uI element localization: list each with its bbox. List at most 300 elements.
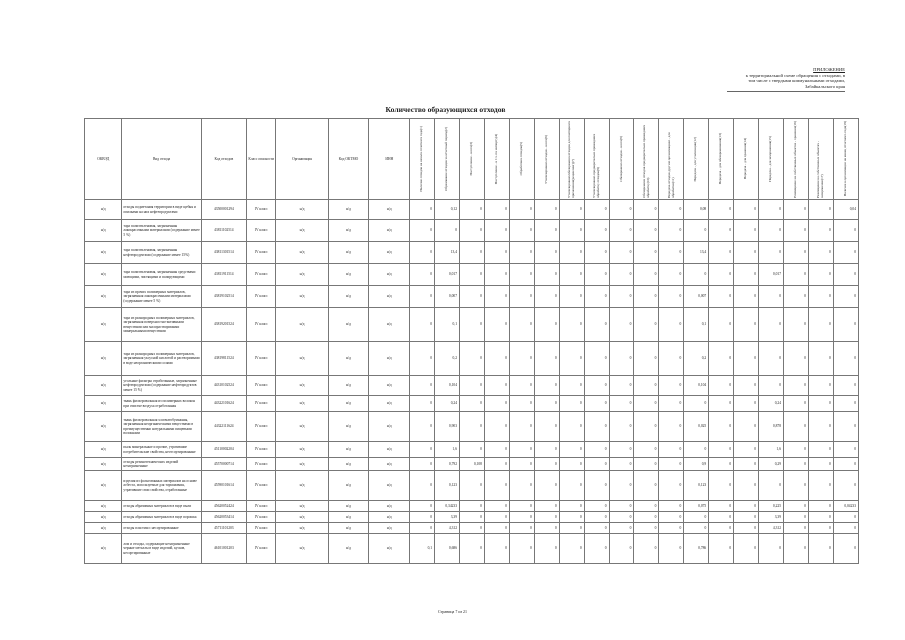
table-cell: 0 <box>559 376 584 396</box>
table-cell: 0 <box>484 264 509 286</box>
table-cell: 0 <box>584 200 609 220</box>
table-cell: 0 <box>784 412 809 442</box>
table-cell: н/д <box>369 396 410 412</box>
table-cell: 0 <box>609 200 634 220</box>
table-cell: н/д <box>85 512 122 523</box>
column-header-label: Образование отходов за отчетный период(2) <box>444 127 449 191</box>
column-header-label: Поступление - всего(3) <box>469 142 474 176</box>
table-cell: 0 <box>559 442 584 458</box>
table-cell: 0 <box>484 501 509 512</box>
table-cell: лом и отходы, содержащие незагрязненные черные металлы в виде изделий, кусков, несортированные <box>122 534 201 564</box>
table-cell: н/д <box>276 534 328 564</box>
table-cell: 0 <box>410 200 435 220</box>
table-cell: 0 <box>484 376 509 396</box>
table-cell: н/д <box>328 242 369 264</box>
table-cell: н/д <box>369 220 410 242</box>
table-cell: 0 <box>759 376 784 396</box>
table-cell: н/д <box>369 512 410 523</box>
table-cell: 0 <box>460 442 485 458</box>
column-header <box>369 119 410 200</box>
table-cell: 0 <box>734 458 759 471</box>
table-cell: 0 <box>534 342 559 376</box>
table-cell: 0 <box>410 264 435 286</box>
table-cell: 0 <box>784 242 809 264</box>
table-cell: 0 <box>659 442 684 458</box>
table-cell: IV класс <box>247 512 276 523</box>
column-header-label: Передача - для обезвреживания(13) <box>718 133 723 185</box>
table-cell: 0 <box>734 286 759 308</box>
column-header-label: Размещение на собственных объектах - захоронение(17) <box>816 141 824 198</box>
table-cell: н/д <box>328 512 369 523</box>
table-cell: 0 <box>659 242 684 264</box>
table-row <box>85 458 859 471</box>
column-header <box>247 119 276 200</box>
table-cell: 0 <box>659 342 684 376</box>
table-cell: 0 <box>709 264 734 286</box>
table-cell: н/д <box>328 308 369 342</box>
table-cell: 0 <box>659 396 684 412</box>
table-cell: 0 <box>509 264 534 286</box>
table-cell: 0 <box>808 264 833 286</box>
table-cell: 0 <box>709 471 734 501</box>
table-cell: 0 <box>410 412 435 442</box>
table-cell: 3,39 <box>759 512 784 523</box>
table-cell: тара из прочих полимерных материалов, загрязненная лакокрасочными материалами (содержание менее 5 %) <box>122 286 201 308</box>
table-cell: 0 <box>634 442 659 458</box>
table-row <box>85 512 859 523</box>
table-cell: 0 <box>534 220 559 242</box>
table-cell: 0 <box>509 342 534 376</box>
table-cell: 0 <box>609 501 634 512</box>
table-cell: н/д <box>276 458 328 471</box>
table-cell: н/д <box>369 501 410 512</box>
table-cell: 0 <box>609 376 634 396</box>
column-header-label: Передача отходов другим организациям - для обработки(11) <box>666 132 675 198</box>
table-cell: 0 <box>634 200 659 220</box>
table-cell: 0 <box>484 512 509 523</box>
column-header-label: Код отходов <box>214 156 234 161</box>
table-cell: 0 <box>684 264 709 286</box>
appendix-note <box>695 67 845 92</box>
table-cell: 0 <box>584 342 609 376</box>
table-cell: 0 <box>534 501 559 512</box>
table-cell: н/д <box>369 376 410 396</box>
table-row <box>85 342 859 376</box>
table-cell: 0,903 <box>435 412 460 442</box>
table-cell: 0 <box>734 442 759 458</box>
table-cell: н/д <box>328 471 369 501</box>
table-cell: 0 <box>534 523 559 534</box>
table-cell: 0 <box>484 534 509 564</box>
table-cell: 0 <box>808 376 833 396</box>
table-cell: н/д <box>369 534 410 564</box>
table-cell: 0 <box>808 286 833 308</box>
table-cell: 0 <box>634 396 659 412</box>
column-header-label: Обезврежено отходов - всего(9) <box>618 136 623 182</box>
table-cell: 45590101614 <box>201 471 246 501</box>
table-cell: 0 <box>559 501 584 512</box>
table-cell: ткань фильтровальная хлопчатобумажная, загрязненная неорганическими веществами в преимущественно натуральными пищевыми волокнами <box>122 412 201 442</box>
table-cell: 0 <box>484 286 509 308</box>
table-cell: 0 <box>509 471 534 501</box>
table-cell: 0 <box>509 458 534 471</box>
table-cell: 0 <box>559 412 584 442</box>
table-cell: н/д <box>276 412 328 442</box>
column-header <box>85 119 122 200</box>
table-cell: н/д <box>369 458 410 471</box>
table-cell: 0 <box>609 412 634 442</box>
table-cell: 43819102514 <box>201 286 246 308</box>
table-cell: 0 <box>509 396 534 412</box>
table-cell: 0 <box>460 308 485 342</box>
table-cell: отходы абразивных материалов в виде порошка <box>122 512 201 523</box>
table-cell: 0 <box>684 396 709 412</box>
column-header-label: Передача - для утилизации(12) <box>693 136 698 182</box>
table-row <box>85 442 859 458</box>
column-header-label: Поступление - в т.ч. по импорту(4) <box>494 133 498 185</box>
table-cell: 0,686 <box>435 534 460 564</box>
table-cell: 0 <box>509 534 534 564</box>
table-cell: 0 <box>484 458 509 471</box>
table-cell: 0 <box>584 442 609 458</box>
table-cell: н/д <box>328 442 369 458</box>
table-cell: 0 <box>410 523 435 534</box>
table-cell: 0 <box>484 396 509 412</box>
table-cell: 0 <box>410 512 435 523</box>
table-cell: 0 <box>484 412 509 442</box>
table-cell: 0 <box>808 512 833 523</box>
table-cell: 0 <box>484 523 509 534</box>
table-cell: 0 <box>734 376 759 396</box>
table-row <box>85 501 859 512</box>
page-title <box>0 105 905 114</box>
column-header <box>122 119 201 200</box>
table-cell: IV класс <box>247 501 276 512</box>
column-header <box>759 119 784 200</box>
table-cell: 0 <box>734 308 759 342</box>
table-cell: н/д <box>85 376 122 396</box>
table-cell: 0 <box>509 442 534 458</box>
table-cell: 0 <box>559 534 584 564</box>
table-cell: 0 <box>659 286 684 308</box>
table-row <box>85 471 859 501</box>
table-cell: 0 <box>534 412 559 442</box>
table-cell: 0 <box>709 376 734 396</box>
column-header <box>276 119 328 200</box>
table-cell: 45620053414 <box>201 512 246 523</box>
table-cell: 0 <box>460 264 485 286</box>
table-cell: 0,08 <box>684 200 709 220</box>
table-cell: 0 <box>534 512 559 523</box>
table-cell: н/д <box>276 471 328 501</box>
table-cell: 0 <box>833 512 858 523</box>
table-cell: IV класс <box>247 264 276 286</box>
table-row <box>85 412 859 442</box>
table-cell: 0 <box>559 200 584 220</box>
table-cell: н/д <box>85 342 122 376</box>
table-cell: 0 <box>759 220 784 242</box>
page-footer: Страница 7 из 21 <box>437 609 468 614</box>
appendix-line: к территориальной схеме обращения с отходами, в <box>745 72 845 78</box>
table-cell: 0 <box>509 512 534 523</box>
table-cell: 0,792 <box>435 458 460 471</box>
table-cell: 0 <box>709 200 734 220</box>
table-cell: 0 <box>410 220 435 242</box>
table-cell: 0 <box>734 342 759 376</box>
table-cell: 0 <box>584 376 609 396</box>
column-header <box>460 119 485 200</box>
table-row <box>85 308 859 342</box>
table-cell: 0 <box>484 242 509 264</box>
table-cell: 0 <box>759 534 784 564</box>
column-header-label: Обезврежено отходов предварительно прошедших обработку(10) <box>641 124 650 198</box>
table-cell: 44322111624 <box>201 412 246 442</box>
table-cell: 0 <box>534 376 559 396</box>
table-cell: 0 <box>833 442 858 458</box>
table-cell: 0,104 <box>435 376 460 396</box>
table-cell: 0 <box>734 523 759 534</box>
table-cell: 0 <box>634 242 659 264</box>
table-cell: 0,29 <box>759 458 784 471</box>
table-cell: 0,025 <box>684 412 709 442</box>
table-cell: 0 <box>684 512 709 523</box>
table-cell: 46101001203 <box>201 534 246 564</box>
table-cell: 0 <box>709 308 734 342</box>
table-cell: 0 <box>534 458 559 471</box>
table-cell: н/д <box>276 523 328 534</box>
column-header <box>709 119 734 200</box>
table-cell: 45711101203 <box>201 523 246 534</box>
table-cell: н/д <box>276 512 328 523</box>
table-cell: н/д <box>85 264 122 286</box>
table-cell: 3,39 <box>435 512 460 523</box>
table-cell: 0 <box>559 308 584 342</box>
table-cell: 45570000714 <box>201 458 246 471</box>
table-cell: н/д <box>328 286 369 308</box>
table-cell: 0 <box>659 471 684 501</box>
table-cell: 0 <box>534 471 559 501</box>
table-cell: угольные фильтры отработанные, загрязненные нефтепродуктами (содержание нефтепродуктов менее 15 %) <box>122 376 201 396</box>
table-cell: 0,108 <box>460 458 485 471</box>
table-cell: 0 <box>684 523 709 534</box>
table-cell: 0 <box>808 396 833 412</box>
table-cell: IV класс <box>247 308 276 342</box>
table-cell: тара из разнородных полимерных материалов, загрязненная уксусной кислотой и растворимыми в воде неорганическими солями <box>122 342 201 376</box>
table-cell: 0 <box>659 308 684 342</box>
table-cell: 43819811524 <box>201 342 246 376</box>
table-cell: IV класс <box>247 342 276 376</box>
table-cell: 0 <box>460 501 485 512</box>
table-cell: 0 <box>759 286 784 308</box>
table-cell: н/д <box>369 242 410 264</box>
column-header-label: Передача - для хранения(14) <box>743 138 748 180</box>
table-cell: 0 <box>784 458 809 471</box>
table-cell: 0 <box>460 242 485 264</box>
table-cell: 44322101624 <box>201 396 246 412</box>
column-header-label: Код ОКТМО <box>338 156 359 161</box>
table-cell: 0 <box>509 412 534 442</box>
table-cell: 0 <box>833 286 858 308</box>
table-cell: 0 <box>759 471 784 501</box>
column-header <box>559 119 584 200</box>
table-cell: н/д <box>328 412 369 442</box>
table-cell: 0 <box>734 412 759 442</box>
table-cell: 0,104 <box>684 376 709 396</box>
table-cell: тара полиэтиленовая, загрязненная нефтепродуктами (содержание менее 15%) <box>122 242 201 264</box>
table-cell: 0 <box>559 286 584 308</box>
table-cell: 0 <box>833 264 858 286</box>
table-cell: 0 <box>808 471 833 501</box>
table-cell: н/д <box>276 342 328 376</box>
table-cell: 0 <box>709 501 734 512</box>
table-cell: IV класс <box>247 220 276 242</box>
column-header-label: Наличие отходов на начало отчетного года(1) <box>419 126 424 192</box>
table-cell: IV класс <box>247 412 276 442</box>
table-cell: 0 <box>833 396 858 412</box>
table-cell: 0 <box>410 471 435 501</box>
table-cell: 0 <box>659 501 684 512</box>
table-cell: 0,12 <box>435 200 460 220</box>
table-cell: 0,123 <box>435 471 460 501</box>
table-cell: 0 <box>460 396 485 412</box>
table-cell: 0 <box>534 286 559 308</box>
column-header-label: Утилизировано предварительно прошедших обработку отходов(8) <box>591 133 600 198</box>
table-cell: 43811911514 <box>201 264 246 286</box>
table-cell: 0 <box>609 242 634 264</box>
table-cell: 0 <box>609 396 634 412</box>
table-cell: н/д <box>85 523 122 534</box>
column-header-label: Утилизировано/обезврежено отходов для повторного применения(рециклинг)(7) <box>566 121 575 198</box>
table-cell: 13,4 <box>435 242 460 264</box>
table-cell: н/д <box>276 308 328 342</box>
column-header <box>684 119 709 200</box>
column-header <box>659 119 684 200</box>
table-cell: отходы резинотехнических изделий незагрязненные <box>122 458 201 471</box>
table-cell: 0 <box>659 376 684 396</box>
table-cell: 0,1 <box>435 308 460 342</box>
table-cell: н/д <box>276 264 328 286</box>
table-cell: 0 <box>584 471 609 501</box>
table-cell: н/д <box>85 458 122 471</box>
table-cell: 0 <box>734 501 759 512</box>
column-header-label: Наличие в организации на конец отчетного года(18) <box>843 121 848 197</box>
table-cell: н/д <box>369 442 410 458</box>
table-cell: 0 <box>634 523 659 534</box>
table-cell: 0 <box>833 308 858 342</box>
table-cell: 0 <box>509 200 534 220</box>
column-header <box>634 119 659 200</box>
table-cell: 0,075 <box>684 501 709 512</box>
table-cell: 4,312 <box>759 523 784 534</box>
table-cell: отходы пластмасс несортированные <box>122 523 201 534</box>
appendix-line: Забайкальского края <box>804 83 845 89</box>
table-cell: ткань фильтровальная из полимерных волокон при очистке воздуха отработанная <box>122 396 201 412</box>
table-cell: 43819201524 <box>201 308 246 342</box>
table-cell: IV класс <box>247 534 276 564</box>
table-cell: 0 <box>584 458 609 471</box>
column-header-label: ИНН <box>385 156 394 161</box>
table-cell: 0 <box>534 308 559 342</box>
table-cell: IV класс <box>247 523 276 534</box>
table-cell: 0 <box>534 534 559 564</box>
table-cell: н/д <box>85 442 122 458</box>
column-header-label: Размещение на собственных объектах - хранение(16) <box>793 120 798 198</box>
table-cell: 0 <box>584 308 609 342</box>
table-cell: н/д <box>276 242 328 264</box>
table-cell: 0 <box>734 264 759 286</box>
table-cell: 0 <box>634 412 659 442</box>
table-cell: н/д <box>85 242 122 264</box>
column-header-label: ОКВЭД <box>97 156 110 161</box>
table-cell: 0 <box>609 220 634 242</box>
column-header <box>833 119 858 200</box>
column-header-label: Обработано отходов(5) <box>518 142 523 176</box>
table-cell: 0 <box>659 512 684 523</box>
column-header-label: Передача - для захоронения(15) <box>768 136 773 182</box>
table-cell: IV класс <box>247 242 276 264</box>
table-cell: 0 <box>534 396 559 412</box>
table-cell: 0 <box>484 220 509 242</box>
table-cell: 0 <box>734 200 759 220</box>
table-cell: 0 <box>634 501 659 512</box>
table-body <box>85 200 859 564</box>
table-cell: 1,6 <box>759 442 784 458</box>
table-cell: н/д <box>328 523 369 534</box>
table-cell: IV класс <box>247 286 276 308</box>
appendix-rule <box>727 91 845 92</box>
table-cell: н/д <box>369 412 410 442</box>
table-cell: 0 <box>559 220 584 242</box>
table-cell: 0,878 <box>759 412 784 442</box>
table-cell: 0 <box>659 412 684 442</box>
table-cell: 0 <box>534 200 559 220</box>
table-cell: 0 <box>709 412 734 442</box>
table-cell: 0 <box>460 342 485 376</box>
table-cell: тара из разнородных полимерных материалов, загрязненная поверхностно-активными веществами или малорастворимыми минеральными веществами <box>122 308 201 342</box>
table-cell: 0 <box>460 200 485 220</box>
table-cell: 0 <box>709 512 734 523</box>
table-cell: 0 <box>734 220 759 242</box>
table-cell: 43500001294 <box>201 200 246 220</box>
table-cell: 0,225 <box>759 501 784 512</box>
table-cell: н/д <box>276 442 328 458</box>
table-cell: 0,017 <box>435 264 460 286</box>
column-header <box>509 119 534 200</box>
table-cell: 0 <box>759 200 784 220</box>
table-cell: н/д <box>369 523 410 534</box>
column-header <box>584 119 609 200</box>
table-row <box>85 286 859 308</box>
column-header-label: Утилизировано отходов - всего(6) <box>543 134 548 184</box>
table-cell: 0,123 <box>684 471 709 501</box>
table-cell: н/д <box>328 200 369 220</box>
table-cell: 1,6 <box>435 442 460 458</box>
table-cell: 0 <box>833 220 858 242</box>
table-cell: н/д <box>328 501 369 512</box>
table-cell: 0 <box>808 534 833 564</box>
table-cell: 0 <box>833 458 858 471</box>
table-cell: 0,04 <box>833 200 858 220</box>
table-cell: 0 <box>609 442 634 458</box>
table-cell: 0 <box>410 242 435 264</box>
table-cell: 0 <box>784 286 809 308</box>
table-cell: 0 <box>410 286 435 308</box>
table-cell: 0 <box>410 501 435 512</box>
table-cell: 0 <box>808 412 833 442</box>
table-cell: н/д <box>85 220 122 242</box>
table-cell: 0 <box>833 242 858 264</box>
table-cell: 0 <box>584 512 609 523</box>
